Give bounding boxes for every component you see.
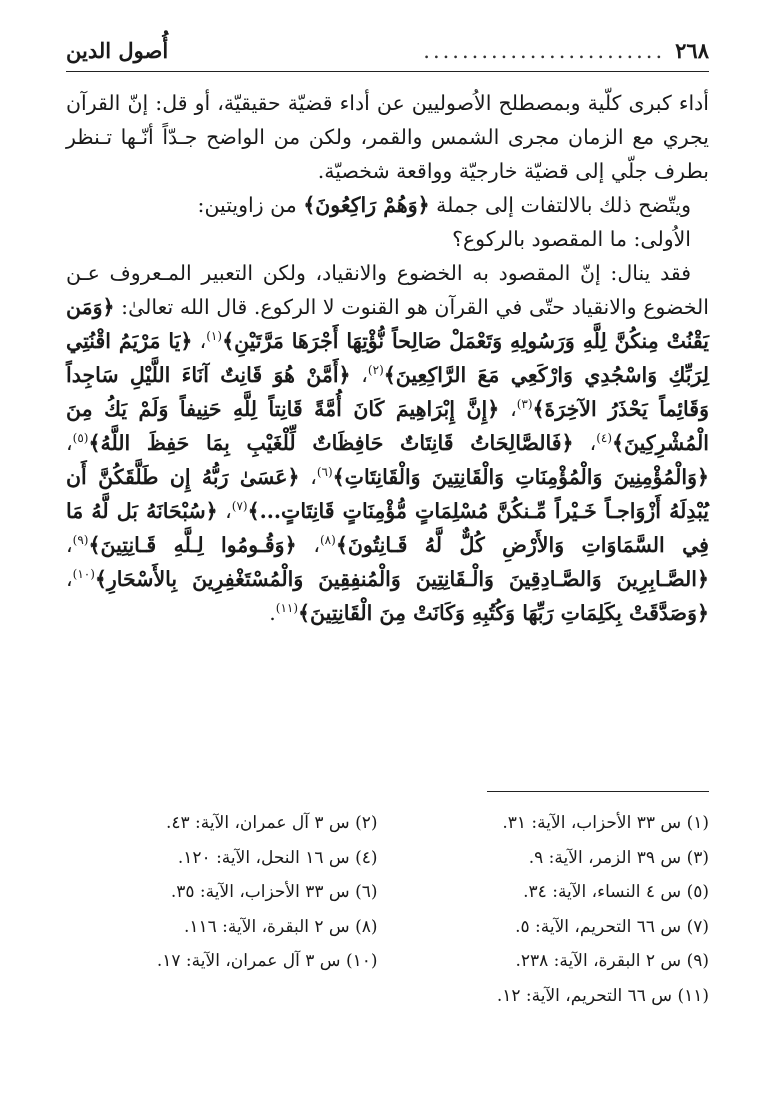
verse-10: ﴿الصَّـابِرِينَ وَالصَّـادِقِينَ وَالْـقَانِتِينَ وَالْمُنفِقِينَ وَالْمُسْتَغْفِرِينَ بِالأَسْحَارِ﴾ <box>94 567 709 591</box>
paragraph-4 <box>66 256 709 630</box>
quran-verse: ﴿وَهُمْ رَاكِعُونَ﴾ <box>303 193 430 217</box>
page-number: ٢٦٨ <box>675 38 709 63</box>
verse-6: ﴿وَالْمُؤْمِنِينَ وَالْمُؤْمِنَاتِ وَالْقَانِتِينَ وَالْقَانِتَاتِ﴾ <box>332 465 709 489</box>
footnote-5: (٥) س ٤ النساء، الآية: ٣٤. <box>523 882 709 902</box>
footnote-ref-3: (٣) <box>516 397 533 412</box>
footnote-ref-4: (٤) <box>596 431 613 446</box>
paragraph-2 <box>66 188 709 222</box>
footnote-ref-6: (٦) <box>316 465 333 480</box>
separator: ، <box>573 431 597 455</box>
separator: ، <box>499 397 517 421</box>
footnote-ref-5: (٥) <box>72 431 89 446</box>
footnotes <box>66 806 709 1013</box>
footnote-9: (٩) س ٢ البقرة، الآية: ٢٣٨. <box>515 951 709 971</box>
footnote-3: (٣) س ٣٩ الزمر، الآية: ٩. <box>528 847 709 868</box>
footnote-10: (١٠) س ٣ آل عمران، الآية: ١٧. <box>156 951 378 971</box>
verse-7: ﴿عَسَىٰ رَبُّهُ إِن طَلَّقَكُنَّ أَن يُبْدِلَهُ أَزْوَاجـاً خَـيْراً مِّـنكُنَّ مُسْلِمَاتٍ مُّؤْمِنَاتٍ قَانِتَاتٍ...﴾ <box>66 465 710 523</box>
verse-4: ﴿إِنَّ إِبْرَاهِيمَ كَانَ أُمَّةً قَانِتاً لِلَّهِ حَنِيفاً وَلَمْ يَكُ مِنَ الْمُشْرِكِينَ﴾ <box>66 397 709 455</box>
running-header <box>66 32 709 72</box>
footnote-ref-8: (٨) <box>319 533 336 548</box>
paragraph-2-text-a: ويتّضح ذلك بالالتفات إلى جملة <box>429 193 691 217</box>
verse-1: ﴿وَمَن يَقْنُتْ مِنكُنَّ لِلَّهِ وَرَسُولِهِ وَتَعْمَلْ صَالِحاً نُّؤْتِهَا أَجْرَهَا مَرَّتَيْنِ﴾ <box>66 295 709 353</box>
verse-2: ﴿يَا مَرْيَمُ اقْنُتِي لِرَبِّكِ وَاسْجُدِي وَارْكَعِي مَعَ الرَّاكِعِينَ﴾ <box>66 329 709 387</box>
footnote-11: (١١) س ٦٦ التحريم، الآية: ١٢. <box>496 985 709 1006</box>
footnote-6: (٦) س ٣٣ الأحزاب، الآية: ٣٥. <box>170 882 378 902</box>
separator: ، <box>66 431 73 455</box>
separator: ، <box>192 329 207 353</box>
verse-11: ﴿وَصَدَّقَتْ بِكَلِمَاتِ رَبِّهَا وَكُتُبِهِ وَكَانَتْ مِنَ الْقَانِتِينَ﴾ <box>298 601 709 625</box>
verse-8: ﴿سُبْحَانَهُ بَل لَّهُ مَا فِي السَّمَاوَاتِ وَالأَرْضِ كُلٌّ لَّهُ قَـانِتُونَ﴾ <box>66 499 709 557</box>
footnote-7: (٧) س ٦٦ التحريم، الآية: ٥. <box>515 916 709 937</box>
footnote-ref-10: (١٠) <box>72 567 95 582</box>
main-text <box>66 86 709 630</box>
footnote-ref-2: (٢) <box>367 363 384 378</box>
verse-5: ﴿فَالصَّالِحَاتُ قَانِتَاتٌ حَافِظَاتٌ لِّلْغَيْبِ بِمَا حَفِظَ اللَّهُ﴾ <box>88 431 574 455</box>
separator: ، <box>66 533 73 557</box>
paragraph-4-intro: فقد ينال: إنّ المقصود به الخضوع والانقياد، ولكن التعبير المـعروف عـن الخضوع والانقياد حتّى في القرآن هو القنوت لا الركوع. قال الله تعالىٰ: <box>66 261 709 319</box>
footnote-4: (٤) س ١٦ النحل، الآية: ١٢٠. <box>177 847 378 868</box>
separator: ، <box>299 465 317 489</box>
verse-9: ﴿وَقُـومُوا لِـلَّهِ قَـانِتِينَ﴾ <box>88 533 297 557</box>
separator: ، <box>296 533 320 557</box>
paragraph-2-text-b: من زاويتين: <box>197 193 304 217</box>
footnote-divider <box>487 791 709 792</box>
verse-3: ﴿أَمَّنْ هُوَ قَانِتٌ آنَاءَ اللَّيْلِ سَاجِداً وَقَائِماً يَحْذَرُ الآخِرَةَ﴾ <box>66 363 710 421</box>
footnote-2: (٢) س ٣ آل عمران، الآية: ٤٣. <box>165 813 378 833</box>
paragraph-1: أداء كبرى كلّية وبمصطلح الاُصوليين عن أداء قضيّة حقيقيّة، أو قل: إنّ القرآن يجري مع الزمان مجرى الشمس والقمر، ولكن من الواضح جـدّاً أنّـها تـنظر بطرف جلّي إلى قضيّة خارجيّة وواقعة شخصيّة. <box>66 91 709 183</box>
separator: ، <box>350 363 368 387</box>
paragraph-3: الاُولى: ما المقصود بالركوع؟ <box>452 227 691 251</box>
footnote-1: (١) س ٣٣ الأحزاب، الآية: ٣١. <box>502 813 709 833</box>
book-title: أُصول الدين <box>66 38 169 63</box>
footnote-ref-1: (١) <box>206 329 223 344</box>
separator: ، <box>66 567 73 591</box>
footnote-8: (٨) س ٢ البقرة، الآية: ١١٦. <box>183 916 378 937</box>
header-leader-dots: ......................... <box>423 39 666 63</box>
footnote-ref-11: (١١) <box>275 601 299 616</box>
footnote-ref-7: (٧) <box>231 499 248 514</box>
footnote-ref-9: (٩) <box>72 533 89 548</box>
separator: ، <box>217 499 232 523</box>
sentence-end: . <box>269 601 276 625</box>
